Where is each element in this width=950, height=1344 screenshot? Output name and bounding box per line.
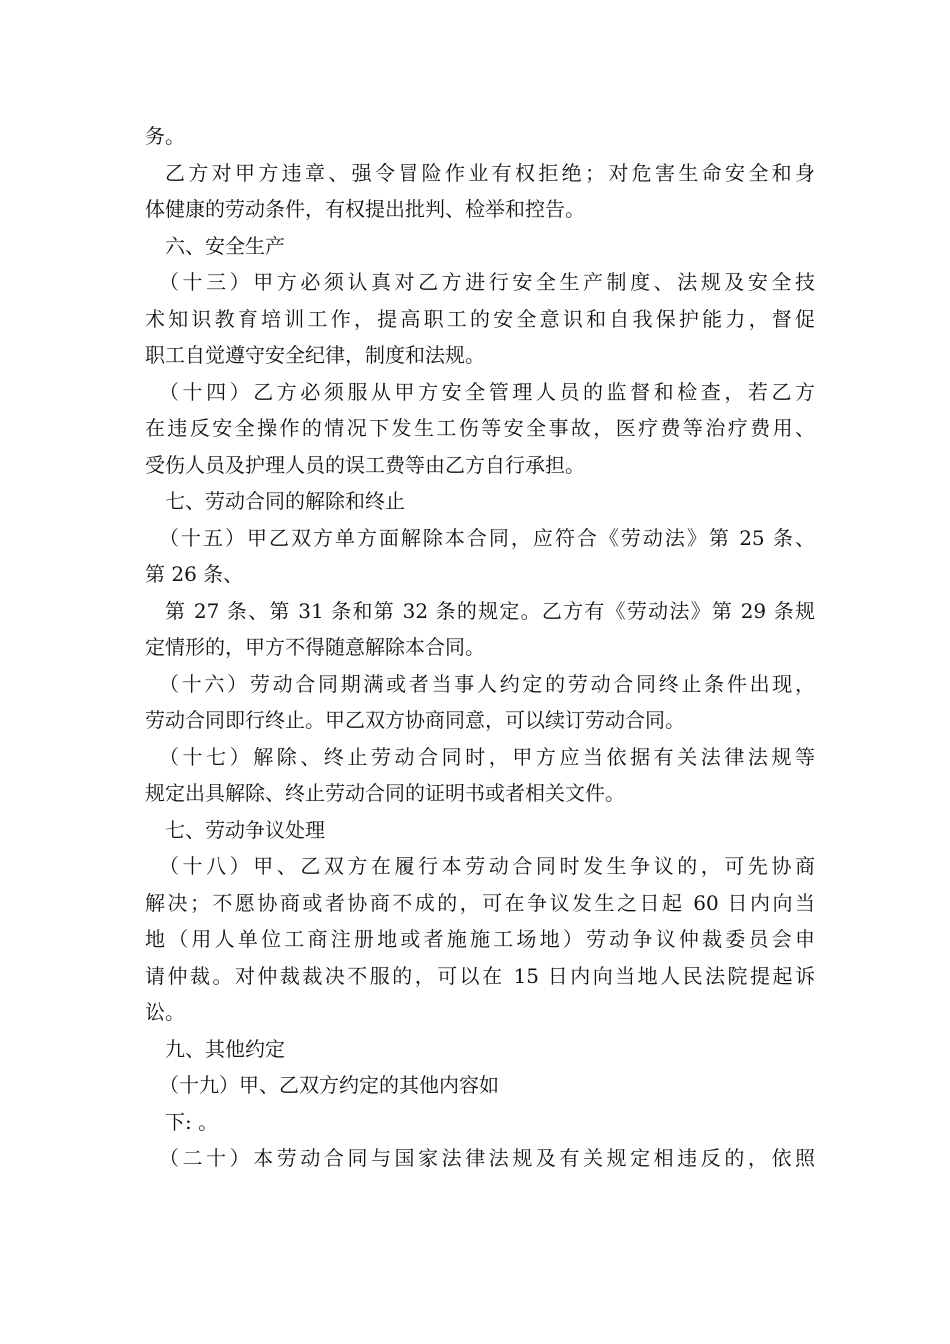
text-line: 务。	[145, 124, 185, 148]
text-line: 讼。	[145, 1000, 185, 1024]
contract-text	[145, 118, 815, 1177]
text-line: 规定出具解除、终止劳动合同的证明书或者相关文件。	[145, 781, 625, 805]
text-line: 乙方对甲方违章、强令冒险作业有权拒绝；对危害生命安全和身	[165, 160, 815, 185]
text-line: 体健康的劳动条件，有权提出批判、检举和控告。	[145, 197, 585, 221]
text-line: （十七）解除、终止劳动合同时，甲方应当依据有关法律法规等	[159, 744, 815, 769]
text-line: （十四）乙方必须服从甲方安全管理人员的监督和检查，若乙方	[159, 379, 815, 404]
text-line: 在违反安全操作的情况下发生工伤等安全事故，医疗费等治疗费用、	[145, 416, 815, 440]
text-line: （十八）甲、乙双方在履行本劳动合同时发生争议的，可先协商	[159, 854, 815, 878]
text-line: （十九）甲、乙双方约定的其他内容如	[159, 1073, 499, 1097]
text-line: 解决；不愿协商或者协商不成的，可在争议发生之日起 60 日内向当	[145, 890, 815, 915]
text-line: 请仲裁。对仲裁裁决不服的，可以在 15 日内向当地人民法院提起诉	[145, 963, 815, 988]
text-line: （十六）劳动合同期满或者当事人约定的劳动合同终止条件出现，	[159, 671, 815, 696]
text-line: 定情形的，甲方不得随意解除本合同。	[145, 635, 485, 659]
text-line: （十五）甲乙双方单方面解除本合同，应符合《劳动法》第 25 条、	[159, 525, 815, 550]
text-line: 术知识教育培训工作，提高职工的安全意识和自我保护能力，督促	[145, 306, 815, 331]
text-line: （十三）甲方必须认真对乙方进行安全生产制度、法规及安全技	[159, 270, 815, 294]
section-heading: 六、安全生产	[165, 233, 285, 258]
text-line: （二十）本劳动合同与国家法律法规及有关规定相违反的，依照	[159, 1146, 815, 1170]
text-line: 第 26 条、	[145, 562, 244, 586]
section-heading: 七、劳动争议处理	[165, 817, 325, 842]
section-heading: 九、其他约定	[165, 1036, 285, 1061]
text-line: 劳动合同即行终止。甲乙双方协商同意，可以续订劳动合同。	[145, 708, 685, 732]
text-line: 受伤人员及护理人员的误工费等由乙方自行承担。	[145, 452, 585, 477]
text-line: 职工自觉遵守安全纪律，制度和法规。	[145, 343, 485, 367]
text-line: 第 27 条、第 31 条和第 32 条的规定。乙方有《劳动法》第 29 条规	[165, 598, 815, 623]
section-heading: 七、劳动合同的解除和终止	[165, 489, 405, 513]
text-line: 下: 。	[165, 1109, 219, 1134]
text-line: 地（用人单位工商注册地或者施施工场地）劳动争议仲裁委员会申	[145, 927, 815, 951]
